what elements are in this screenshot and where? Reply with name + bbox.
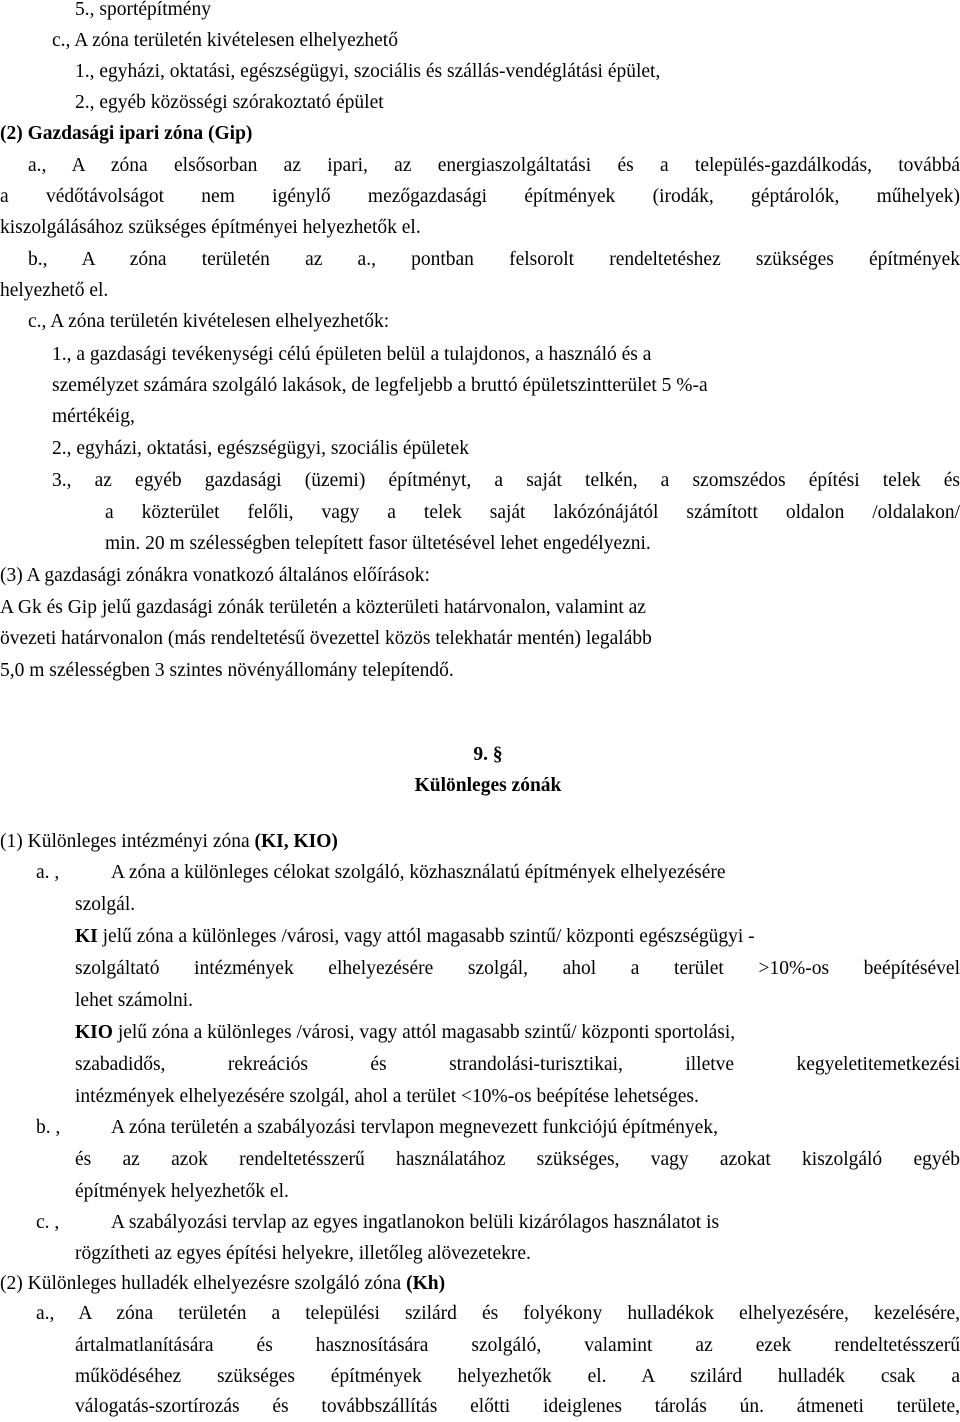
text-line: intézmények elhelyezésére szolgál, ahol a terület <10%-os beépítése lehetséges. xyxy=(75,1086,699,1107)
heading-text: (1) Különleges intézményi zóna xyxy=(0,831,255,852)
kio-label: KIO xyxy=(75,1022,113,1043)
text-line: kiszolgálásához szükséges építményei helyezhetők el. xyxy=(0,217,421,238)
text-line: 5,0 m szélességben 3 szintes növényállomány telepítendő. xyxy=(0,660,454,681)
list-item-c xyxy=(36,1207,960,1238)
text-line: szolgál. xyxy=(75,894,136,915)
item-label: c. , xyxy=(36,1212,60,1233)
text-line: 1., a gazdasági tevékenységi célú épületen belül a tulajdonos, a használó és a xyxy=(52,344,652,365)
item-text: A zóna területén a szabályozási tervlapon megnevezett funkciójú építmények, xyxy=(111,1117,718,1138)
text-line: szolgáltató intézmények elhelyezésére szolgál, ahol a terület >10%-os beépítésével xyxy=(75,958,960,979)
text-line: rögzítheti az egyes építési helyekre, illetőleg alövezetekre. xyxy=(75,1243,531,1264)
text-line: 2., egyéb közösségi szórakoztató épület xyxy=(75,92,384,113)
text-line: c., A zóna területén kivételesen elhelyezhető xyxy=(52,30,398,51)
item-label: a. , xyxy=(36,862,60,883)
list-item-a xyxy=(36,857,960,888)
subsection-heading-ki xyxy=(0,826,338,857)
text-line: működéséhez szükséges építmények helyezhetők el. A szilárd hulladék csak a xyxy=(75,1366,960,1387)
ki-paragraph xyxy=(75,921,960,952)
text-line: a védőtávolságot nem igénylő mezőgazdasági építmények (irodák, géptárolók, műhelyek) xyxy=(0,186,960,207)
section-sign: § xyxy=(492,744,503,765)
text-line: ártalmatlanítására és hasznosítására szolgáló, valamint az ezek rendeltetésszerű xyxy=(75,1335,960,1356)
text-line: 2., egyházi, oktatási, egészségügyi, szociális épületek xyxy=(52,438,469,459)
kio-text: jelű zóna a különleges /városi, vagy attól magasabb szintű/ központi sportolási, xyxy=(112,1022,736,1043)
heading-bold: (KI, KIO) xyxy=(254,831,338,852)
text-line: c., A zóna területén kivételesen elhelyezhetők: xyxy=(28,311,390,332)
list-item-b xyxy=(36,1112,960,1143)
heading-text: (2) Különleges hulladék elhelyezésre szolgáló zóna xyxy=(0,1273,407,1294)
text-line: szabadidős, rekreációs és strandolási-turisztikai, illetve kegyeletitemetkezési xyxy=(75,1054,960,1075)
text-line: 5., sportépítmény xyxy=(75,0,211,20)
item-text: A zóna a különleges célokat szolgáló, közhasználatú építmények elhelyezésére xyxy=(111,862,726,883)
text-line: lehet számolni. xyxy=(75,990,194,1011)
text-line: a közterület felőli, vagy a telek saját lakózónájától számított oldalon /oldalakon/ xyxy=(105,502,960,523)
subsection-heading-kh xyxy=(0,1268,445,1299)
item-label: b. , xyxy=(36,1117,61,1138)
text-line: a., A zóna területén a települési szilárd és folyékony hulladékok elhelyezésére, kezelésére, xyxy=(36,1303,960,1324)
subsection-heading-gip: (2) Gazdasági ipari zóna (Gip) xyxy=(0,123,253,144)
text-line: övezeti határvonalon (más rendeltetésű övezettel közös telekhatár mentén) legalább xyxy=(0,628,652,649)
text-line: építmények helyezhetők el. xyxy=(75,1181,289,1202)
text-line: és az azok rendeltetésszerű használatához szükséges, vagy azokat kiszolgáló egyéb xyxy=(75,1149,960,1170)
text-line: helyezhető el. xyxy=(0,280,109,301)
subsection-heading-general: (3) A gazdasági zónákra vonatkozó általános előírások: xyxy=(0,565,430,586)
text-line: b., A zóna területén az a., pontban felsorolt rendeltetéshez szükséges építmények xyxy=(28,249,960,270)
ki-label: KI xyxy=(75,926,98,947)
ki-text: jelű zóna a különleges /városi, vagy attól magasabb szintű/ központi egészségügyi - xyxy=(97,926,755,947)
section-number xyxy=(0,739,960,770)
section-number-text: 9. xyxy=(473,744,488,765)
text-line: mértékéig, xyxy=(52,406,135,427)
text-line: személyzet számára szolgáló lakások, de legfeljebb a bruttó épületszintterület 5 %-a xyxy=(52,375,708,396)
item-text: A szabályozási tervlap az egyes ingatlanokon belüli kizárólagos használatot is xyxy=(111,1212,720,1233)
kio-paragraph xyxy=(75,1017,960,1048)
heading-bold: (Kh) xyxy=(406,1273,446,1294)
text-line: A Gk és Gip jelű gazdasági zónák területén a közterületi határvonalon, valamint az xyxy=(0,597,646,618)
text-line: a., A zóna elsősorban az ipari, az energiaszolgáltatási és a település-gazdálkodás, továbbá xyxy=(28,155,960,176)
text-line: min. 20 m szélességben telepített fasor ültetésével lehet engedélyezni. xyxy=(105,533,651,554)
section-title: Különleges zónák xyxy=(414,775,562,796)
text-line: 3., az egyéb gazdasági (üzemi) építményt, a saját telkén, a szomszédos építési telek és xyxy=(52,470,960,491)
text-line: válogatás-szortírozás és továbbszállítás előtti ideiglenes tárolás ún. átmeneti területe, xyxy=(75,1396,960,1417)
text-line: 1., egyházi, oktatási, egészségügyi, szociális és szállás-vendéglátási épület, xyxy=(75,61,661,82)
